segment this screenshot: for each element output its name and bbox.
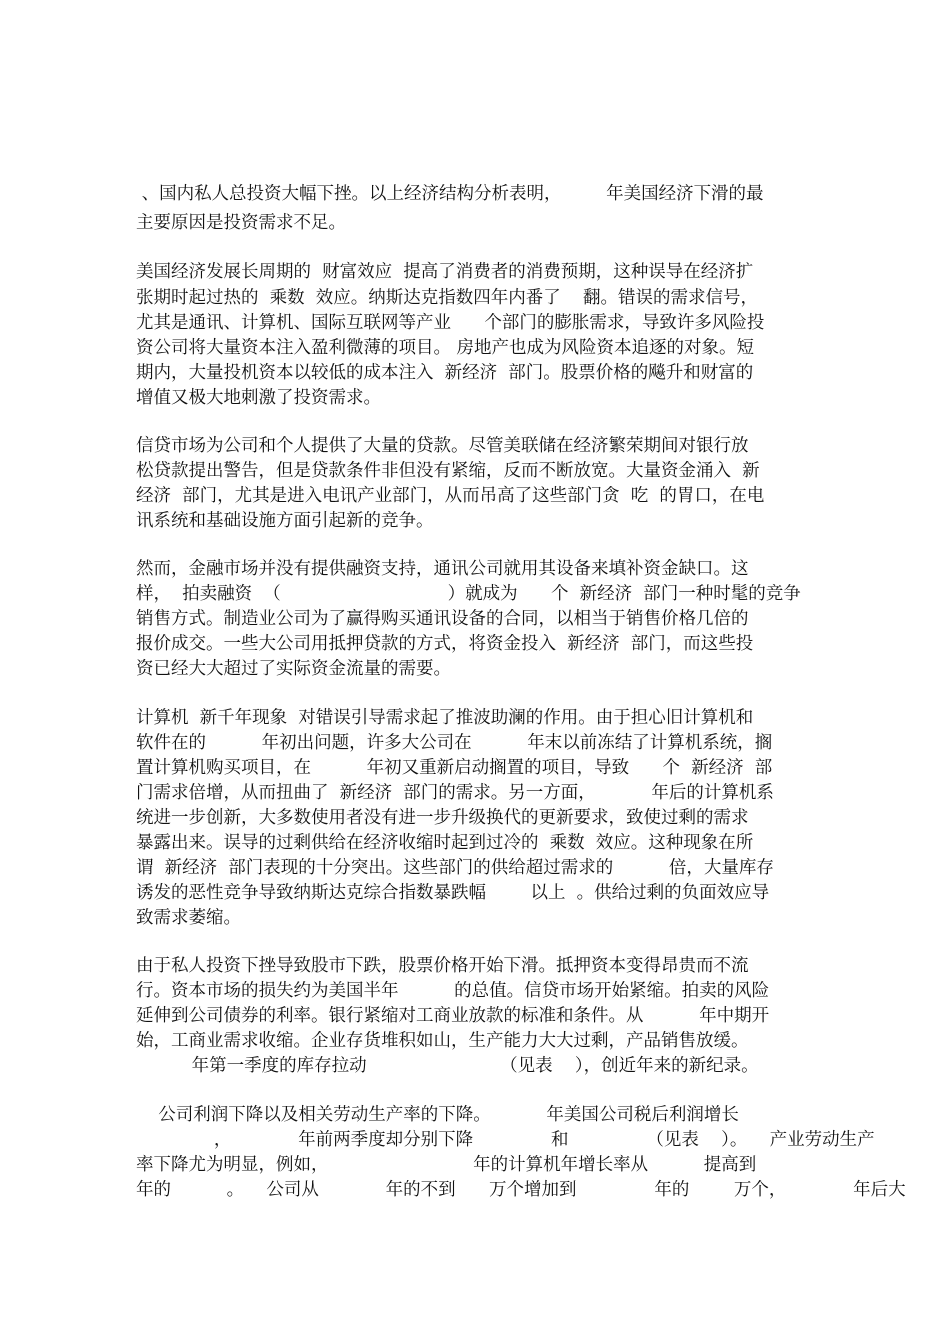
text-line: 、国内私人总投资大幅下挫。以上经济结构分析表明， 年美国经济下滑的最: [136, 184, 764, 204]
text-line: 置计算机购买项目，在 年初又重新启动搁置的项目，导致 个 新经济 部: [136, 758, 773, 778]
text-line: 年的 。 公司从 年的不到 万个增加到 年的 万个， 年后大: [136, 1180, 906, 1200]
text-line: 尤其是通讯、计算机、国际互联网等产业 个部门的膨胀需求，导致许多风险投: [136, 313, 765, 333]
text-line: 致需求萎缩。: [136, 908, 241, 928]
text-line: 资已经大大超过了实际资金流量的需要。: [136, 659, 451, 679]
text-line: 信贷市场为公司和个人提供了大量的贷款。尽管美联储在经济繁荣期间对银行放: [136, 436, 749, 456]
text-line: 年第一季度的库存拉动 （见表 ），创近年来的新纪录。: [136, 1056, 759, 1076]
text-line: 行。资本市场的损失约为美国半年 的总值。信贷市场开始紧缩。拍卖的风险: [136, 981, 770, 1001]
text-line: 讯系统和基础设施方面引起新的竞争。: [136, 511, 434, 531]
text-line: 销售方式。制造业公司为了赢得购买通讯设备的合同，以相当于销售价格几倍的: [136, 609, 749, 629]
text-line: 报价成交。一些大公司用抵押贷款的方式，将资金投入 新经济 部门，而这些投: [136, 634, 754, 654]
text-line: 主要原因是投资需求不足。: [136, 213, 346, 233]
text-line: 诱发的恶性竞争导致纳斯达克综合指数暴跌幅 以上 。供给过剩的负面效应导: [136, 883, 770, 903]
text-line: 样， 拍卖融资 （ ）就成为 个 新经济 部门一种时髦的竞争: [136, 584, 801, 604]
text-line: 张期时起过热的 乘数 效应。纳斯达克指数四年内番了 翻。错误的需求信号，: [136, 288, 758, 308]
text-line: 公司利润下降以及相关劳动生产率的下降。 年美国公司税后利润增长: [136, 1105, 739, 1125]
text-line: 资公司将大量资本注入盈利微薄的项目。 房地产也成为风险资本追逐的对象。短: [136, 338, 755, 358]
text-line: 暴露出来。误导的过剩供给在经济收缩时起到过冷的 乘数 效应。这种现象在所: [136, 833, 754, 853]
text-line: 软件在的 年初出问题，许多大公司在 年末以前冻结了计算机系统，搁: [136, 733, 773, 753]
text-line: 延伸到公司债券的利率。银行紧缩对工商业放款的标准和条件。从 年中期开: [136, 1006, 770, 1026]
text-line: 由于私人投资下挫导致股市下跌，股票价格开始下滑。抵押资本变得昂贵而不流: [136, 956, 749, 976]
text-line: 然而，金融市场并没有提供融资支持，通讯公司就用其设备来填补资金缺口。这: [136, 559, 749, 579]
text-line: 增值又极大地刺激了投资需求。: [136, 388, 381, 408]
text-line: 统进一步创新，大多数使用者没有进一步升级换代的更新要求，致使过剩的需求: [136, 808, 749, 828]
text-line: 经济 部门，尤其是进入电讯产业部门，从而吊高了这些部门贪 吃 的胃口，在电: [136, 486, 765, 506]
text-line: ， 年前两季度却分别下降 和 （见表 ）。 产业劳动生产: [136, 1130, 875, 1150]
text-line: 门需求倍增，从而扭曲了 新经济 部门的需求。另一方面， 年后的计算机系: [136, 783, 774, 803]
text-line: 计算机 新千年现象 对错误引导需求起了推波助澜的作用。由于担心旧计算机和: [136, 708, 754, 728]
text-line: 率下降尤为明显，例如， 年的计算机年增长率从 提高到: [136, 1155, 757, 1175]
text-line: 谓 新经济 部门表现的十分突出。这些部门的供给超过需求的 倍，大量库存: [136, 858, 774, 878]
text-line: 始，工商业需求收缩。企业存货堆积如山，生产能力大大过剩，产品销售放缓。: [136, 1031, 749, 1051]
text-line: 期内，大量投机资本以较低的成本注入 新经济 部门。股票价格的飚升和财富的: [136, 363, 754, 383]
text-line: 美国经济发展长周期的 财富效应 提高了消费者的消费预期，这种误导在经济扩: [136, 262, 754, 282]
text-line: 松贷款提出警告，但是贷款条件非但没有紧缩，反而不断放宽。大量资金涌入 新: [136, 461, 760, 481]
